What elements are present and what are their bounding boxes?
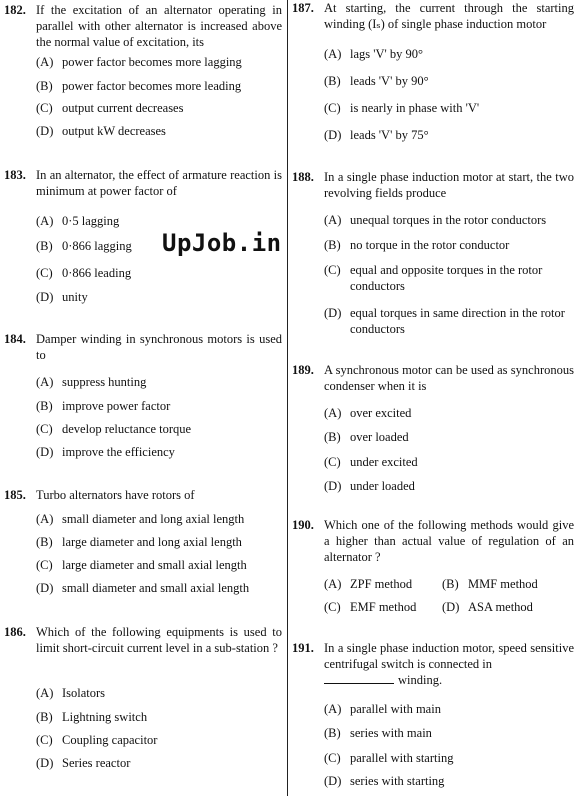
option-d: (D) output kW decreases — [36, 124, 166, 138]
answer-blank — [324, 672, 394, 684]
question-number: 185. — [4, 488, 26, 502]
option-b: (B) 0·866 lagging — [36, 239, 132, 253]
question-190 — [292, 517, 574, 614]
option-c: (C) Coupling capacitor — [36, 733, 158, 747]
option-a: (A) lags 'V' by 90° — [324, 47, 424, 61]
option-a: (A) suppress hunting — [36, 375, 147, 389]
option-c: (C) output current decreases — [36, 101, 184, 115]
question-text: If the excitation of an alternator operating in parallel with other alternator is increased above the normal value of excitation, its — [36, 3, 282, 49]
option-b: (B) leads 'V' by 90° — [324, 74, 429, 88]
option-b: (B) no torque in the rotor conductor — [324, 238, 510, 252]
option-c: (C) equal and opposite torques in the rotor conductors — [324, 263, 543, 293]
option-c: (C) large diameter and small axial length — [36, 558, 247, 572]
option-b: (B) improve power factor — [36, 399, 171, 413]
question-number: 183. — [4, 168, 26, 182]
question-189 — [292, 362, 574, 493]
question-number: 186. — [4, 625, 26, 639]
question-text: Which of the following equipments is used to limit short-circuit current level in a sub-station ? — [36, 625, 282, 655]
question-182 — [4, 2, 282, 138]
option-d: (D) Series reactor — [36, 756, 131, 770]
question-number: 190. — [292, 518, 314, 532]
option-a: (A) Isolators — [36, 686, 106, 700]
question-187 — [292, 0, 574, 142]
question-191 — [292, 640, 574, 788]
question-number: 188. — [292, 170, 314, 184]
question-text: Which one of the following methods would give a higher than actual value of regulation of an alternator ? — [324, 518, 574, 564]
question-text: A synchronous motor can be used as synchronous condenser when it is — [324, 363, 574, 393]
question-text: In a single phase induction motor, speed sensitive centrifugal switch is connected in winding. — [324, 641, 574, 687]
option-a: (A) parallel with main — [324, 702, 441, 716]
question-number: 182. — [4, 3, 26, 17]
question-text: In a single phase induction motor at start, the two revolving fields produce — [324, 170, 574, 200]
question-text: At starting, the current through the starting winding (Iₛ) of single phase induction motor — [324, 1, 574, 31]
option-d: (D) equal torques in same direction in the rotor conductors — [324, 306, 565, 336]
question-184 — [4, 331, 282, 459]
question-188 — [292, 169, 574, 336]
question-number: 191. — [292, 641, 314, 655]
option-b: (B) large diameter and long axial length — [36, 535, 242, 549]
option-a: (A) ZPF method — [324, 577, 413, 591]
option-b: (B) over loaded — [324, 430, 409, 444]
option-c: (C) under excited — [324, 455, 418, 469]
question-186 — [4, 624, 282, 770]
question-number: 187. — [292, 1, 314, 15]
option-a: (A) unequal torques in the rotor conductors — [324, 213, 547, 227]
option-c: (C) 0·866 leading — [36, 266, 132, 280]
question-text: Damper winding in synchronous motors is used to — [36, 332, 282, 362]
option-a: (A) small diameter and long axial length — [36, 512, 245, 526]
option-b: (B) series with main — [324, 726, 432, 740]
option-d: (D) leads 'V' by 75° — [324, 128, 429, 142]
option-a: (A) 0·5 lagging — [36, 214, 120, 228]
option-c: (C) is nearly in phase with 'V' — [324, 101, 480, 115]
question-185 — [4, 487, 282, 595]
option-b: (B) MMF method — [442, 577, 538, 591]
option-d: (D) unity — [36, 290, 88, 304]
option-d: (D) small diameter and small axial length — [36, 581, 250, 595]
option-d: (D) series with starting — [324, 774, 445, 788]
option-b: (B) power factor becomes more leading — [36, 79, 242, 93]
question-text: In an alternator, the effect of armature reaction is minimum at power factor of — [36, 168, 282, 198]
option-a: (A) power factor becomes more lagging — [36, 55, 242, 69]
option-d: (D) under loaded — [324, 479, 415, 493]
question-text: Turbo alternators have rotors of — [36, 488, 195, 502]
option-a: (A) over excited — [324, 406, 412, 420]
option-d: (D) ASA method — [442, 600, 533, 614]
option-b: (B) Lightning switch — [36, 710, 148, 724]
question-number: 184. — [4, 332, 26, 346]
option-c: (C) EMF method — [324, 600, 417, 614]
watermark-upjob: UpJob.in — [162, 229, 282, 257]
question-number: 189. — [292, 363, 314, 377]
column-divider — [287, 0, 288, 796]
option-d: (D) improve the efficiency — [36, 445, 175, 459]
option-c: (C) parallel with starting — [324, 751, 454, 765]
option-c: (C) develop reluctance torque — [36, 422, 192, 436]
